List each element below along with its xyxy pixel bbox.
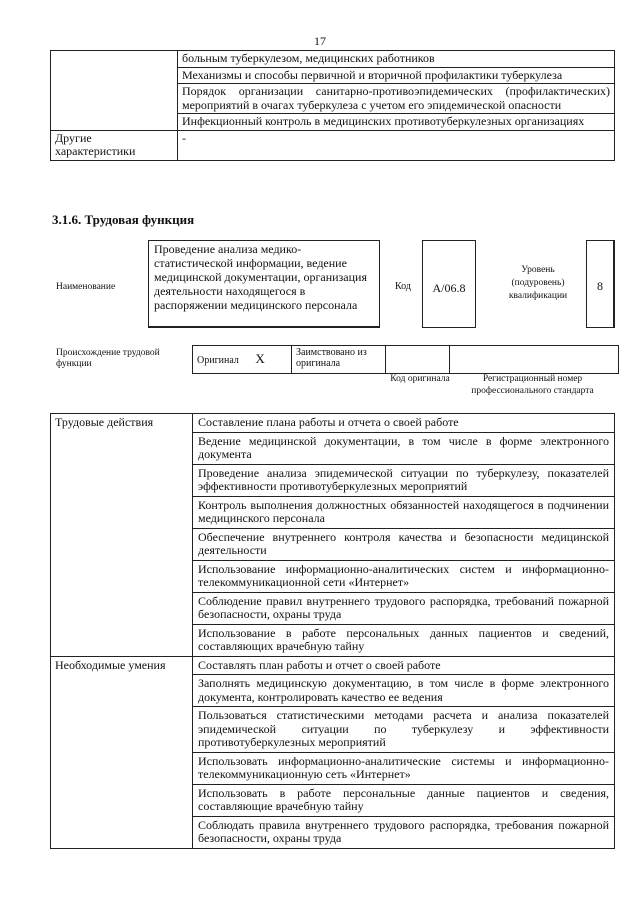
- table-cell: Использование информационно-аналитических систем и информационно-телекоммуникационной сети «Интернет»: [193, 560, 615, 592]
- original-cell: [193, 346, 292, 374]
- table-cell: Заполнять медицинскую документацию, в том числе в форме электронного документа, контролировать качество ее ведения: [193, 675, 615, 707]
- code-label: Код: [395, 281, 411, 292]
- knowledge-continuation-table: [50, 50, 615, 161]
- table-cell: Использование в работе персональных данных пациентов и сведений, составляющих врачебную тайну: [193, 624, 615, 656]
- table-cell: Использовать информационно-аналитические системы и информационно-телекоммуникационную сеть «Интернет»: [193, 752, 615, 784]
- table-cell: Механизмы и способы первичной и вторичной профилактики туберкулеза: [178, 67, 615, 84]
- table-cell: Порядок организации санитарно-противоэпидемических (профилактических) мероприятий в очагах туберкулеза с учетом его эпидемической опасности: [178, 84, 615, 114]
- code-box: A/06.8: [422, 240, 476, 328]
- table-cell: Пользоваться статистическими методами расчета и анализа показателей эпидемической ситуации по туберкулезу и эффективности противотуберкулезных мероприятий: [193, 707, 615, 753]
- table-cell: Составлять план работы и отчет о своей работе: [193, 656, 615, 675]
- original-code-caption: Код оригинала: [390, 374, 450, 384]
- table-cell: Соблюдение правил внутреннего трудового распорядка, требований пожарной безопасности, охраны труда: [193, 592, 615, 624]
- table-cell: больным туберкулезом, медицинских работников: [178, 51, 615, 68]
- table-cell: Составление плана работы и отчета о своей работе: [193, 414, 615, 433]
- table-cell: Использовать в работе персональные данные пациентов и сведения, составляющие врачебную тайну: [193, 784, 615, 816]
- table-cell: Контроль выполнения должностных обязанностей находящегося в подчинении медицинского персонала: [193, 496, 615, 528]
- origin-label: Происхождение трудовой функции: [56, 348, 160, 369]
- qualification-level-box: 8: [586, 240, 615, 328]
- table-cell: Инфекционный контроль в медицинских противотуберкулезных организациях: [178, 114, 615, 131]
- function-name-box: Проведение анализа медико-статистической информации, ведение медицинской документации, организация деятельности находящегося в распоряжении медицинского персонала: [148, 240, 380, 328]
- origin-table: [192, 345, 619, 374]
- empty-label-cell: [51, 51, 178, 131]
- table-row: [51, 130, 615, 160]
- section-title: 3.1.6. Трудовая функция: [52, 212, 195, 227]
- name-label: Наименование: [56, 282, 116, 292]
- table-row: [193, 346, 619, 374]
- qualification-level-label: Уровень (подуровень) квалификации: [508, 265, 568, 301]
- original-mark: X: [255, 351, 265, 366]
- borrowed-cell: Заимствовано из оригинала: [292, 346, 386, 374]
- actions-skills-table: [50, 413, 615, 849]
- registration-number-cell: [450, 346, 619, 374]
- table-row: [51, 656, 615, 675]
- table-cell: Обеспечение внутреннего контроля качества и безопасности медицинской деятельности: [193, 528, 615, 560]
- original-code-cell: [386, 346, 450, 374]
- table-row: [51, 414, 615, 433]
- registration-number-caption: Регистрационный номер профессионального стандарта: [471, 374, 594, 396]
- table-row: [51, 51, 615, 68]
- page-number: 17: [314, 34, 326, 48]
- table-cell: Соблюдать правила внутреннего трудового распорядка, требования пожарной безопасности, охраны труда: [193, 816, 615, 848]
- other-characteristics-value: -: [178, 130, 615, 160]
- table-cell: Ведение медицинской документации, в том числе в форме электронного документа: [193, 432, 615, 464]
- labor-actions-label: Трудовые действия: [51, 414, 193, 657]
- other-characteristics-label: Другие характеристики: [51, 130, 178, 160]
- table-cell: Проведение анализа эпидемической ситуации по туберкулезу, показателей эффективности противотуберкулезных мероприятий: [193, 464, 615, 496]
- original-label: Оригинал: [197, 355, 239, 366]
- required-skills-label: Необходимые умения: [51, 656, 193, 848]
